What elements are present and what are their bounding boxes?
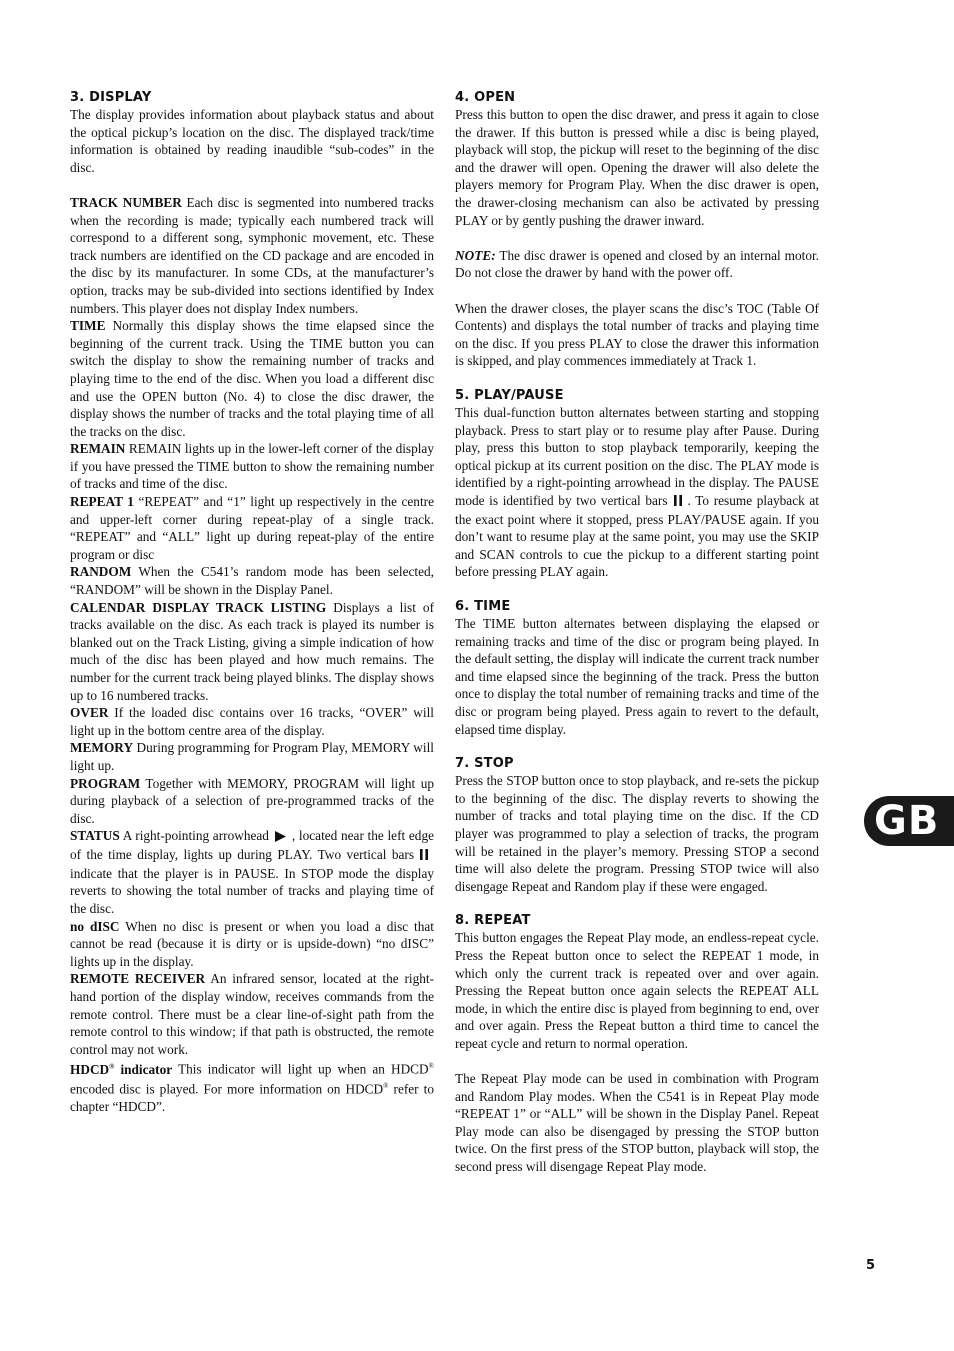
item-random (70, 563, 434, 598)
desc-over: If the loaded disc contains over 16 tracks, “OVER” will light up in the bottom centre area of the display. (70, 705, 434, 738)
term-hdcd (70, 1062, 172, 1077)
display-intro: The display provides information about playback status and about the optical pickup’s location on the disc. The displayed track/time information is obtained by reading inaudible “sub-codes” in the disc. (70, 107, 434, 175)
term-track-number: TRACK NUMBER (70, 194, 182, 210)
open-text: Press this button to open the disc drawer, and press it again to close the drawer. If this button is pressed while a disc is being played, playback will stop, the pickup will reset to the beginning of the disc and the drawer will open. Opening the drawer will also delete the players memory for Program Play. When the disc drawer is open, the drawer-closing mechanism can also be activated by pressing PLAY or by gently pushing the drawer inward. (455, 107, 819, 228)
time-text: The TIME button alternates between displaying the elapsed or remaining tracks and time of the disc or program being played. In the default setting, the display will indicate the current track number and time elapsed since the beginning of the track. Press the button once to display the total number of remaining tracks and time of the disc or program being played. Press again to revert to the default, elapsed time display. (455, 616, 819, 737)
desc-hdcd-3: refer to chapter “HDCD”. (70, 1081, 434, 1115)
term-program: PROGRAM (70, 775, 141, 791)
desc-repeat1: “REPEAT” and “1” light up respectively in the centre and upper-left corner during repeat-play of a single track. “REPEAT” and “ALL” light up during repeat-play of the entire program or disc (70, 494, 434, 562)
item-time (70, 317, 434, 440)
repeat-text-2: The Repeat Play mode can be used in combination with Program and Random Play modes. When the C541 is in Repeat Play mode “REPEAT 1” or “ALL” will be shown in the Display Panel. Repeat Play mode can also be disengaged by pressing the STOP button twice. On the first press of the STOP button, playback will stop, the second press will disengage Repeat Play mode. (455, 1071, 819, 1175)
desc-nodisc: When no disc is present or when you load a disc that cannot be read (because it is dirty or is upside-down) “no dISC” lights up in the display. (70, 918, 434, 969)
term-calendar: CALENDAR DISPLAY TRACK LISTING (70, 599, 327, 615)
pause-bars-icon (674, 493, 682, 511)
term-repeat1: REPEAT 1 (70, 494, 134, 510)
page-number: 5 (866, 1258, 876, 1273)
note-text: The disc drawer is opened and closed by an internal motor. Do not close the drawer by hand with the power off. (455, 247, 819, 281)
hdcd-label: HDCD (70, 1061, 110, 1077)
play-pause-text-2: . To resume playback at the exact point where it stopped, press PLAY/PAUSE again. If you don’t want to resume play at the same point, you may use the SKIP and SCAN controls to cue the pickup to a different starting point before pressing PLAY again. (455, 492, 819, 580)
desc-hdcd-1: This indicator will light up when an HDCD (172, 1061, 429, 1077)
term-memory: MEMORY (70, 740, 134, 756)
left-column (70, 89, 434, 1116)
section-heading-play-pause: 5. PLAY/PAUSE (455, 387, 564, 403)
play-pause-text-1: This dual-function button alternates between starting and stopping playback. Press to start play or to resume play after Pause. During play, press this button to stop playback temporarily, keeping the optical pickup at its current position on the disc. The PLAY mode is identified by a right-pointing arrowhead in the display. The PAUSE mode is identified by two vertical bars (455, 404, 819, 508)
desc-status-3: indicate that the player is in PAUSE. In STOP mode the display reverts to showing the total number of tracks and playing time of the disc. (70, 865, 434, 917)
item-repeat1 (70, 493, 434, 563)
item-memory (70, 739, 434, 774)
desc-hdcd-2: encoded disc is played. For more information on HDCD (70, 1081, 384, 1097)
desc-remain: REMAIN lights up in the lower-left corner of the display if you have pressed the TIME button to show the remaining number of tracks and time of the disc. (70, 441, 434, 492)
stop-text: Press the STOP button once to stop playback, and re-sets the pickup to the beginning of the disc. The display reverts to showing the number of tracks and total playing time on the disc. If the CD player was programmed to play a selection of tracks, the program will be retained in the player’s memory. Pressing STOP a second time will also delete the program. Pressing STOP twice will also disengage Repeat and Random play if these were engaged. (455, 773, 819, 894)
section-heading-time: 6. TIME (455, 599, 511, 614)
desc-calendar: Displays a list of tracks available on the disc. As each track is played its number is blanked out on the Track Listing, giving a simple indication of how much of the disc has been played and how much remains. The number for the current track being played blinks. The display shows up to 16 numbered tracks. (70, 599, 434, 703)
desc-program: Together with MEMORY, PROGRAM will light up during playback of a selection of pre-programmed tracks of the disc. (70, 775, 434, 826)
item-remote (70, 970, 434, 1058)
item-over (70, 704, 434, 739)
term-remain: REMAIN (70, 441, 126, 457)
right-column (455, 89, 819, 1176)
item-hdcd (70, 1058, 434, 1116)
pause-bars-icon (420, 847, 428, 865)
item-calendar (70, 599, 434, 705)
section-heading-stop: 7. STOP (455, 756, 514, 772)
hdcd-indicator-label: indicator (114, 1061, 173, 1077)
desc-time: Normally this display shows the time elapsed since the beginning of the current track. Using the TIME button you can switch the display to show the remaining number of tracks and playing time to the end of the disc. When you load a different disc and use the OPEN button (No. 4) to close the disc drawer, the display shows the number of tracks and the total playing time of all the tracks on the disc. (70, 318, 434, 439)
section-heading-display: 3. DISPLAY (70, 90, 152, 105)
term-over: OVER (70, 705, 109, 721)
desc-status-1: A right-pointing arrowhead (119, 828, 269, 844)
item-program (70, 775, 434, 828)
desc-random: When the C541’s random mode has been selected, “RANDOM” will be shown in the Display Panel. (70, 564, 434, 598)
term-status: STATUS (70, 828, 120, 844)
desc-track-number: Each disc is segmented into numbered tracks when the recording is made; typically each numbered track will correspond to a different song, symphonic movement, etc. These track numbers are identified on the CD package and are encoded in the disc by its manufacturer. In some CDs, at the manufacturer’s option, tracks may be sub-divided into sections identified by Index numbers. This player does not display Index numbers. (70, 194, 434, 316)
repeat-text: This button engages the Repeat Play mode, an endless-repeat cycle. Press the Repeat button once to select the REPEAT 1 mode, in which only the current track is repeated over and over again. Pressing the Repeat button once again selects the REPEAT ALL mode, in which the entire disc is played from beginning to end, over and over again. Press the Repeat button a third time to cancel the repeat cycle and return to normal operation. (455, 930, 819, 1051)
registered-mark: ® (428, 1062, 434, 1071)
desc-status-2: , located near the left edge of the time display, lights up during PLAY. Two vertical bars (70, 828, 434, 863)
section-heading-repeat: 8. REPEAT (455, 913, 531, 929)
registered-mark: ® (109, 1062, 115, 1071)
item-nodisc (70, 918, 434, 971)
desc-remote: An infrared sensor, located at the right-hand portion of the display window, receives commands from the remote control. There must be a clear line-of-sight path from the remote control to this window; if that path is obstructed, the remote control may not work. (70, 971, 435, 1057)
note-label: NOTE: (455, 247, 496, 263)
item-remain (70, 440, 434, 493)
drawer-text: When the drawer closes, the player scans the disc’s TOC (Table Of Contents) and displays the total number of tracks and playing time on the disc. If you press PLAY to close the drawer this information is skipped, and play commences immediately at Track 1. (455, 300, 819, 369)
section-heading-open: 4. OPEN (455, 90, 516, 105)
language-tab: GB (864, 796, 954, 846)
desc-memory: During programming for Program Play, MEMORY will light up. (70, 740, 434, 773)
registered-mark: ® (383, 1082, 389, 1091)
term-remote: REMOTE RECEIVER (70, 971, 206, 987)
item-status (70, 827, 434, 917)
note-paragraph (455, 247, 819, 282)
item-track-number (70, 194, 434, 317)
term-time: TIME (70, 318, 106, 334)
play-arrow-icon (275, 829, 286, 847)
term-random: RANDOM (70, 564, 132, 580)
play-pause-text (455, 404, 819, 581)
term-nodisc: no dISC (70, 918, 120, 934)
